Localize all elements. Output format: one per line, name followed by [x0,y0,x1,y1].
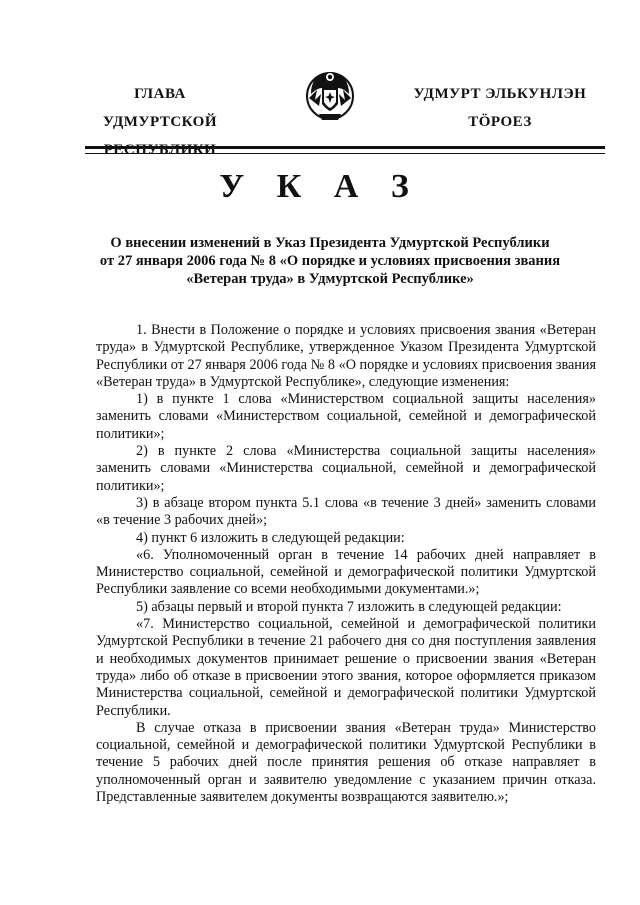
paragraph: В случае отказа в присвоении звания «Ветеран труда» Министерство социальной, семейной и демографической политики Удмуртской Республики в течение 5 рабочих дней после принятия решения об отказе направляет в уполномоченный орган и заявителю уведомление с указанием причин отказа. Представленные заявителем документы возвращаются заявителю.»; [96,719,596,806]
header-right-block [400,80,600,136]
document-title: У К А З [219,168,421,205]
paragraph: 4) пункт 6 изложить в следующей редакции: [136,529,405,546]
header-left-block [60,80,260,164]
header-left-line1: ГЛАВА [134,86,186,102]
document-body [96,322,596,806]
paragraph: 5) абзацы первый и второй пункта 7 изложить в следующей редакции: [136,598,562,615]
header-right-line1: УДМУРТ ЭЛЬКУНЛЭН [413,86,587,102]
paragraph: 3) в абзаце втором пункта 5.1 слова «в течение 3 дней» заменить словами «в течение 3 рабочих дней»; [96,494,596,529]
header-divider-thick [85,146,605,149]
paragraph: 2) в пункте 2 слова «Министерства социальной защиты населения» заменить словами «Министерства социальной, семейной и демографической политики»; [96,443,596,494]
header-right-line2: ТӦРОЕЗ [468,114,532,130]
subject-line-1: О внесении изменений в Указ Президента Удмуртской Республики [110,235,550,251]
paragraph: «6. Уполномоченный орган в течение 14 рабочих дней направляет в Министерство социальной, семейной и демографической политики Удмуртской Республики заявление со всеми необходимыми документами.»; [96,546,596,598]
document-header [60,60,600,158]
header-divider-thin [85,153,605,154]
subject-line-3: «Ветеран труда» в Удмуртской Республике» [186,271,474,287]
subject-line-2: от 27 января 2006 года № 8 «О порядке и условиях присвоения звания [99,253,561,269]
header-left-line2: УДМУРТСКОЙ РЕСПУБЛИКИ [103,114,217,158]
document-subject [80,234,580,288]
udmurt-coat-of-arms-icon [305,64,355,128]
paragraph: 1) в пункте 1 слова «Министерством социальной защиты населения» заменить словами «Министерством социальной, семейной и демографической политики»; [96,391,596,442]
paragraph: 1. Внести в Положение о порядке и условиях присвоения звания «Ветеран труда» в Удмуртской Республике, утвержденное Указом Президента Удмуртской Республики от 27 января 2006 года № 8 «О порядке и условиях присвоения звания «Ветеран труда» в Удмуртской Республике», следующие изменения: [96,322,596,390]
paragraph: «7. Министерство социальной, семейной и демографической политики Удмуртской Республики в течение 21 рабочего дня со дня поступления заявления и необходимых документов принимает решение о присвоении звания «Ветеран труда» либо об отказе в присвоении этого звания, которое оформляется приказом Министерства социальной, семейной и демографической политики Удмуртской Республики. [96,616,596,719]
